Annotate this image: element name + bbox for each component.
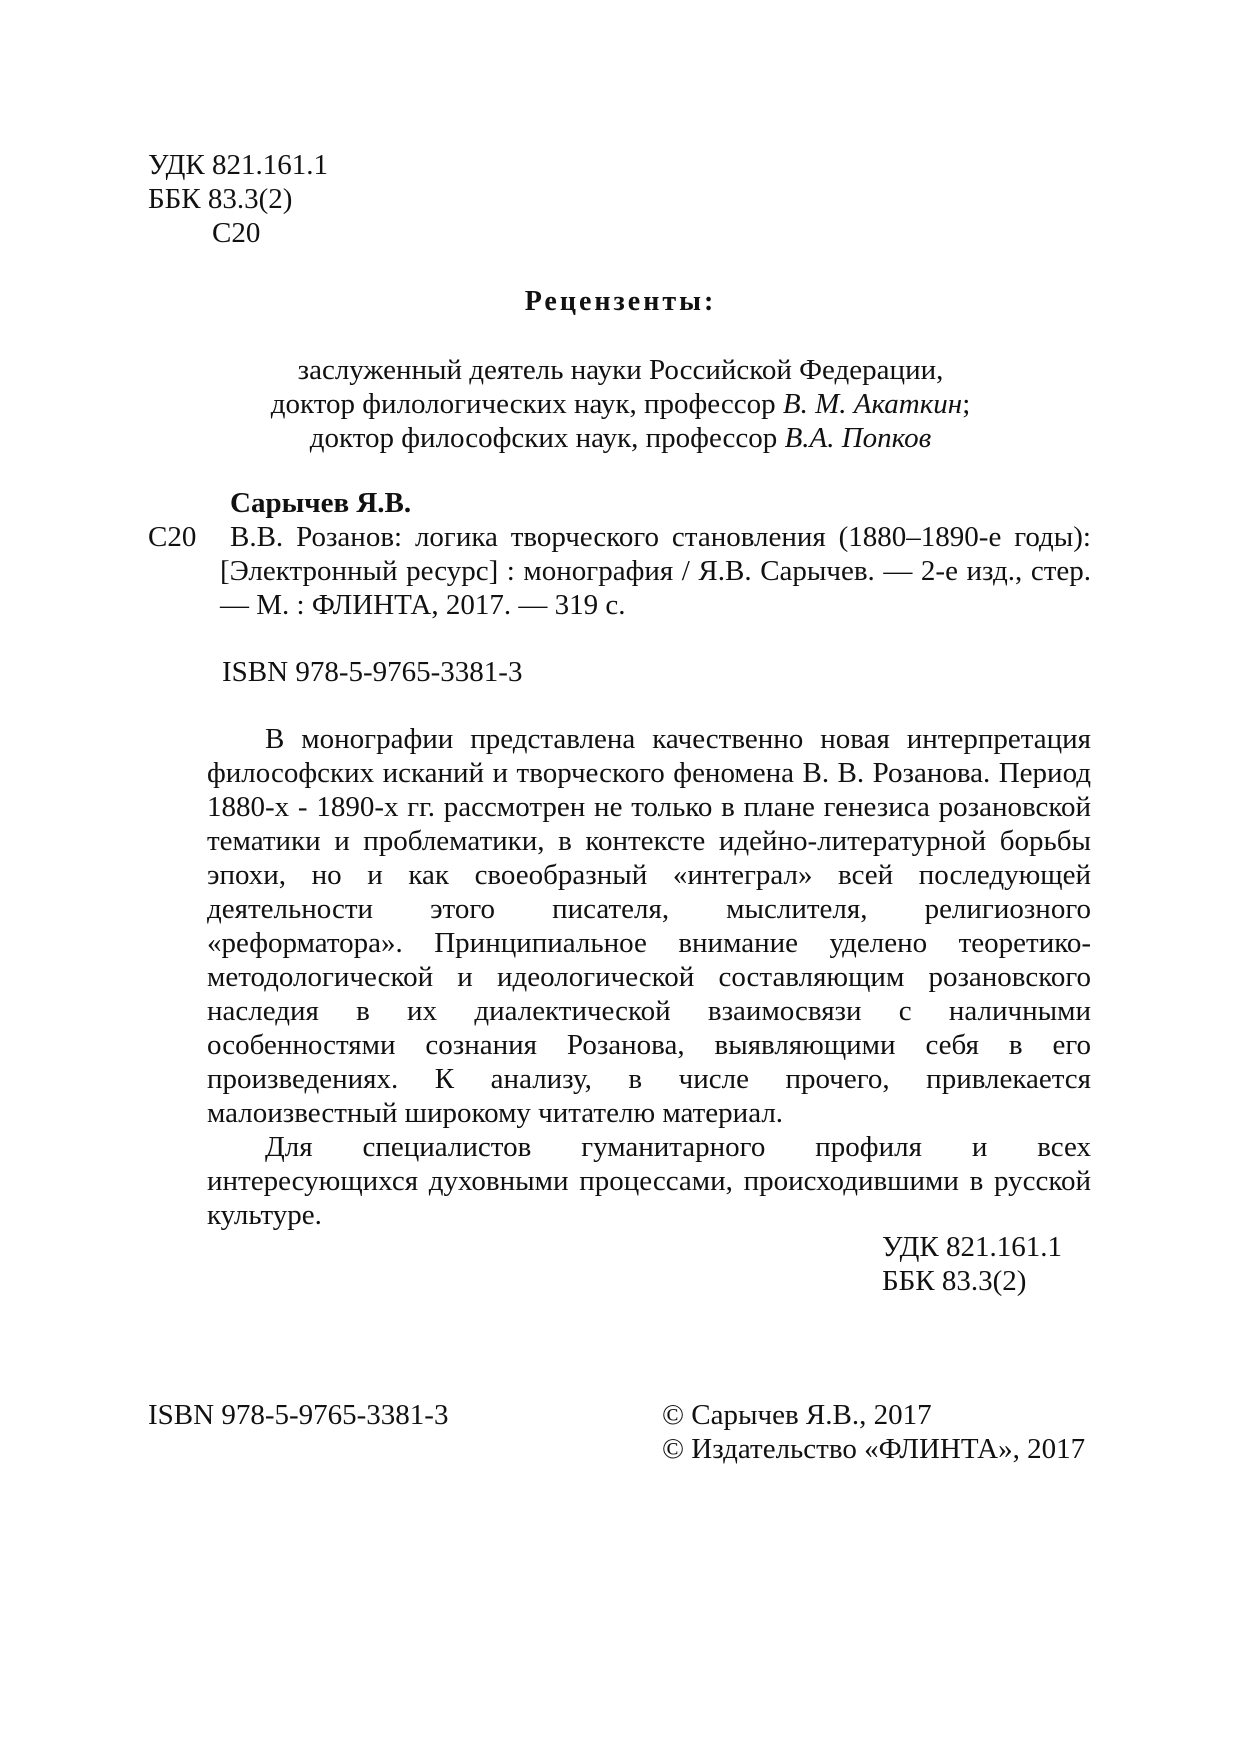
annotation-line: В монографии представлена качественно новая интерпретация xyxy=(265,723,1091,755)
bib-line-2: [Электронный ресурс] : монография / Я.В. Сарычев. — 2-е изд., стер. xyxy=(220,555,1091,587)
reviewer-name-2: В.А. Попков xyxy=(784,422,932,454)
annotation-line: «реформатора». Принципиальное внимание уделено теоретико- xyxy=(207,927,1091,959)
footer-isbn: ISBN 978-5-9765-3381-3 xyxy=(148,1399,449,1431)
reviewer-line-2: доктор филологических наук, профессор В. М. Акаткин; xyxy=(270,388,971,420)
annotation-line: Для специалистов гуманитарного профиля и всех xyxy=(265,1131,1091,1163)
annotation-line: произведениях. К анализу, в числе прочего, привлекается xyxy=(207,1063,1091,1095)
bib-line-3: — М. : ФЛИНТА, 2017. — 319 с. xyxy=(220,589,626,621)
annotation-line: эпохи, но и как своеобразный «интеграл» всей последующей xyxy=(207,859,1091,891)
bbk-code-bottom: ББК 83.3(2) xyxy=(882,1265,1027,1297)
reviewer-line-3: доктор философских наук, профессор В.А. Попков xyxy=(309,422,932,454)
annotation-line: культуре. xyxy=(207,1199,322,1231)
book-author: Сарычев Я.В. xyxy=(230,487,412,519)
reviewer-name-1: В. М. Акаткин xyxy=(782,388,963,420)
reviewers-title: Рецензенты: xyxy=(524,286,717,317)
isbn-line: ISBN 978-5-9765-3381-3 xyxy=(222,656,523,688)
annotation-line: 1880-х - 1890-х гг. рассмотрен не только в плане генезиса розановской xyxy=(207,791,1091,823)
annotation-line: интересующихся духовными процессами, происходившими в русской xyxy=(207,1165,1091,1197)
copyright-publisher: © Издательство «ФЛИНТА», 2017 xyxy=(662,1433,1086,1465)
udk-code-top: УДК 821.161.1 xyxy=(148,149,328,181)
annotation-line: наследия в их диалектической взаимосвязи с наличными xyxy=(207,995,1091,1027)
author-sign: С20 xyxy=(148,521,197,553)
bbk-code-top: ББК 83.3(2) xyxy=(148,183,293,215)
annotation-line: деятельности этого писателя, мыслителя, религиозного xyxy=(207,893,1091,925)
author-sign-top: С20 xyxy=(212,217,261,249)
annotation-line: методологической и идеологической составляющим розановского xyxy=(207,961,1091,993)
bib-line-1: В.В. Розанов: логика творческого становления (1880–1890-е годы): xyxy=(230,521,1091,553)
annotation-line: тематики и проблематики, в контексте идейно-литературной борьбы xyxy=(207,825,1091,857)
udk-code-bottom: УДК 821.161.1 xyxy=(882,1231,1062,1263)
copyright-author: © Сарычев Я.В., 2017 xyxy=(662,1399,932,1431)
reviewer-line-1: заслуженный деятель науки Российской Федерации, xyxy=(297,354,944,386)
annotation-line: философских исканий и творческого феномена В. В. Розанова. Период xyxy=(207,757,1091,789)
annotation-line: малоизвестный широкому читателю материал. xyxy=(207,1097,784,1129)
annotation-line: особенностями сознания Розанова, выявляющими себя в его xyxy=(207,1029,1091,1061)
